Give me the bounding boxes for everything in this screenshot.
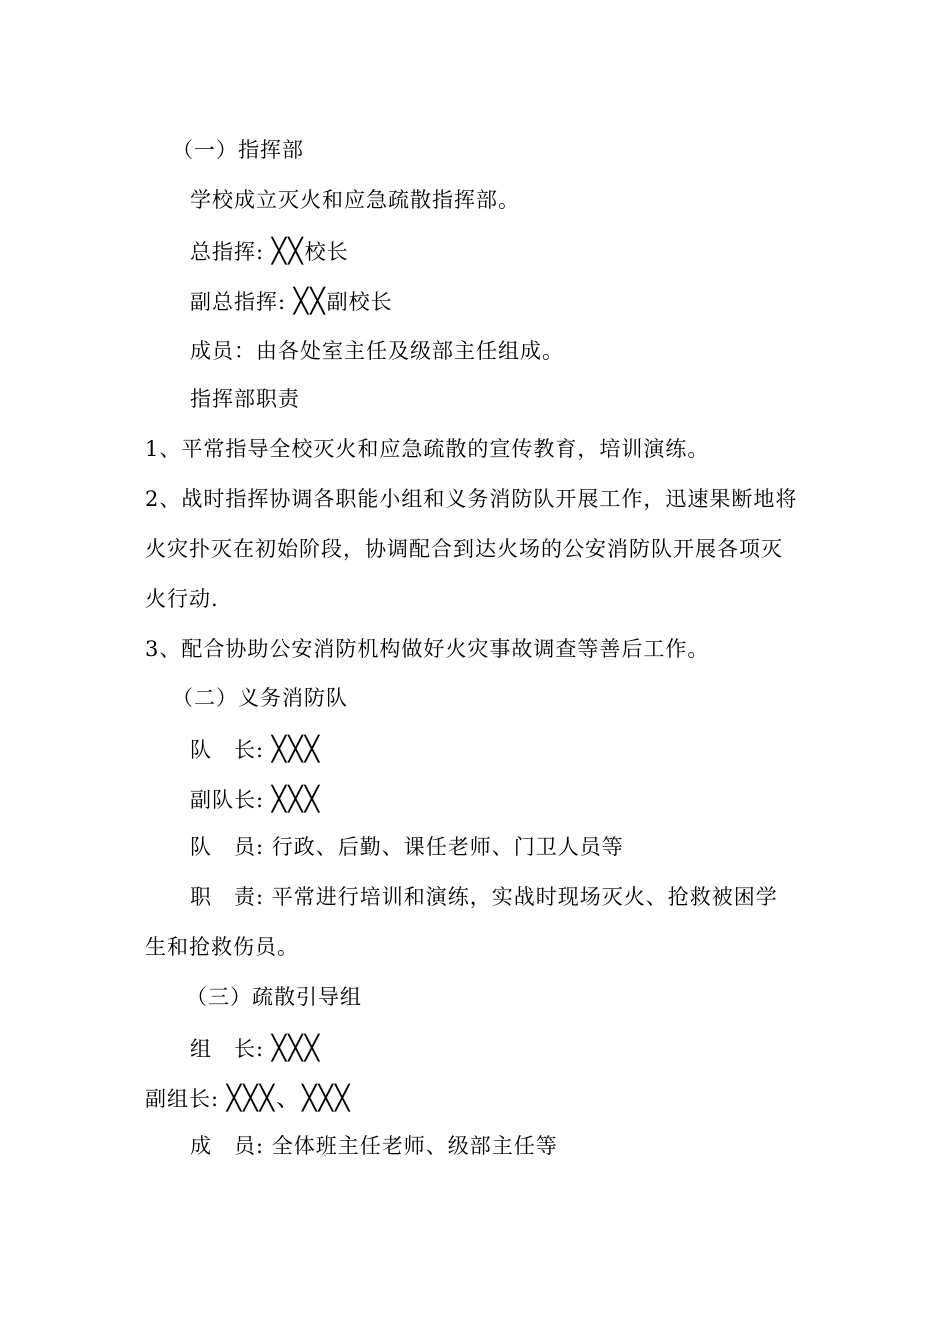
duty-item-3 xyxy=(145,634,709,664)
team-members-line xyxy=(190,832,624,862)
commander-title: 校长 xyxy=(304,240,349,264)
heading-text: （三）疏散引导组 xyxy=(186,985,362,1009)
section-heading-evacuation xyxy=(186,982,362,1012)
team-deputy-name-placeholder: ╳╳╳ xyxy=(271,785,322,813)
commander-name-placeholder: ╳╳ xyxy=(271,237,305,265)
team-duty-text-line-1: 职 责: 平常进行培训和演练，实战时现场灭火、抢救被困学 xyxy=(190,885,778,909)
heading-text: （二）义务消防队 xyxy=(172,686,348,710)
deputy-commander-label: 副总指挥: xyxy=(190,290,294,314)
heading-text: （一）指挥部 xyxy=(172,138,304,162)
team-deputy-label: 副队长: xyxy=(190,788,272,812)
evac-deputy-name-placeholder: ╳╳╳、╳╳╳ xyxy=(226,1084,352,1112)
intro-text: 学校成立灭火和应急疏散指挥部。 xyxy=(190,188,520,212)
duty-2-text-line-3: 火行动. xyxy=(145,587,219,611)
evac-deputy-line xyxy=(145,1083,351,1114)
commander-line xyxy=(190,236,349,267)
duty-item-1 xyxy=(145,434,709,464)
deputy-commander-title: 副校长 xyxy=(326,290,393,314)
command-members xyxy=(190,336,564,366)
team-duty-line-1 xyxy=(190,882,778,912)
deputy-commander-name-placeholder: ╳╳ xyxy=(293,287,327,315)
team-leader-name-placeholder: ╳╳╳ xyxy=(271,735,322,763)
deputy-commander-line xyxy=(190,286,393,317)
team-leader-label: 队 长: xyxy=(190,738,272,762)
command-intro xyxy=(190,185,520,215)
duty-1-text: 1、平常指导全校灭火和应急疏散的宣传教育，培训演练。 xyxy=(145,437,710,461)
duty-item-2-line-3 xyxy=(145,584,219,614)
duty-3-text: 3、配合协助公安消防机构做好火灾事故调查等善后工作。 xyxy=(145,637,710,661)
team-deputy-line xyxy=(190,784,321,815)
duty-2-text-line-1: 2、战时指挥协调各职能小组和义务消防队开展工作，迅速果断地将 xyxy=(145,487,798,511)
team-leader-line xyxy=(190,734,321,765)
members-text: 成员：由各处室主任及级部主任组成。 xyxy=(190,339,564,363)
evac-leader-name-placeholder: ╳╳╳ xyxy=(271,1034,322,1062)
duty-2-text-line-2: 火灾扑灭在初始阶段，协调配合到达火场的公安消防队开展各项灭 xyxy=(145,537,783,561)
team-duty-line-2 xyxy=(145,932,299,962)
evac-deputy-label: 副组长: xyxy=(145,1087,227,1111)
team-duty-text-line-2: 生和抢救伤员。 xyxy=(145,935,299,959)
duty-item-2-line-2 xyxy=(145,534,783,564)
section-heading-fire-team xyxy=(172,683,348,713)
team-members-text: 队 员: 行政、后勤、课任老师、门卫人员等 xyxy=(190,835,624,859)
evac-leader-label: 组 长: xyxy=(190,1037,272,1061)
evac-members-text: 成 员: 全体班主任老师、级部主任等 xyxy=(190,1134,558,1158)
evac-members-line xyxy=(190,1131,558,1161)
commander-label: 总指挥: xyxy=(190,240,272,264)
duties-heading-text: 指挥部职责 xyxy=(190,387,300,411)
duties-heading xyxy=(190,384,300,414)
evac-leader-line xyxy=(190,1033,321,1064)
section-heading-command xyxy=(172,135,304,165)
duty-item-2-line-1 xyxy=(145,484,797,514)
